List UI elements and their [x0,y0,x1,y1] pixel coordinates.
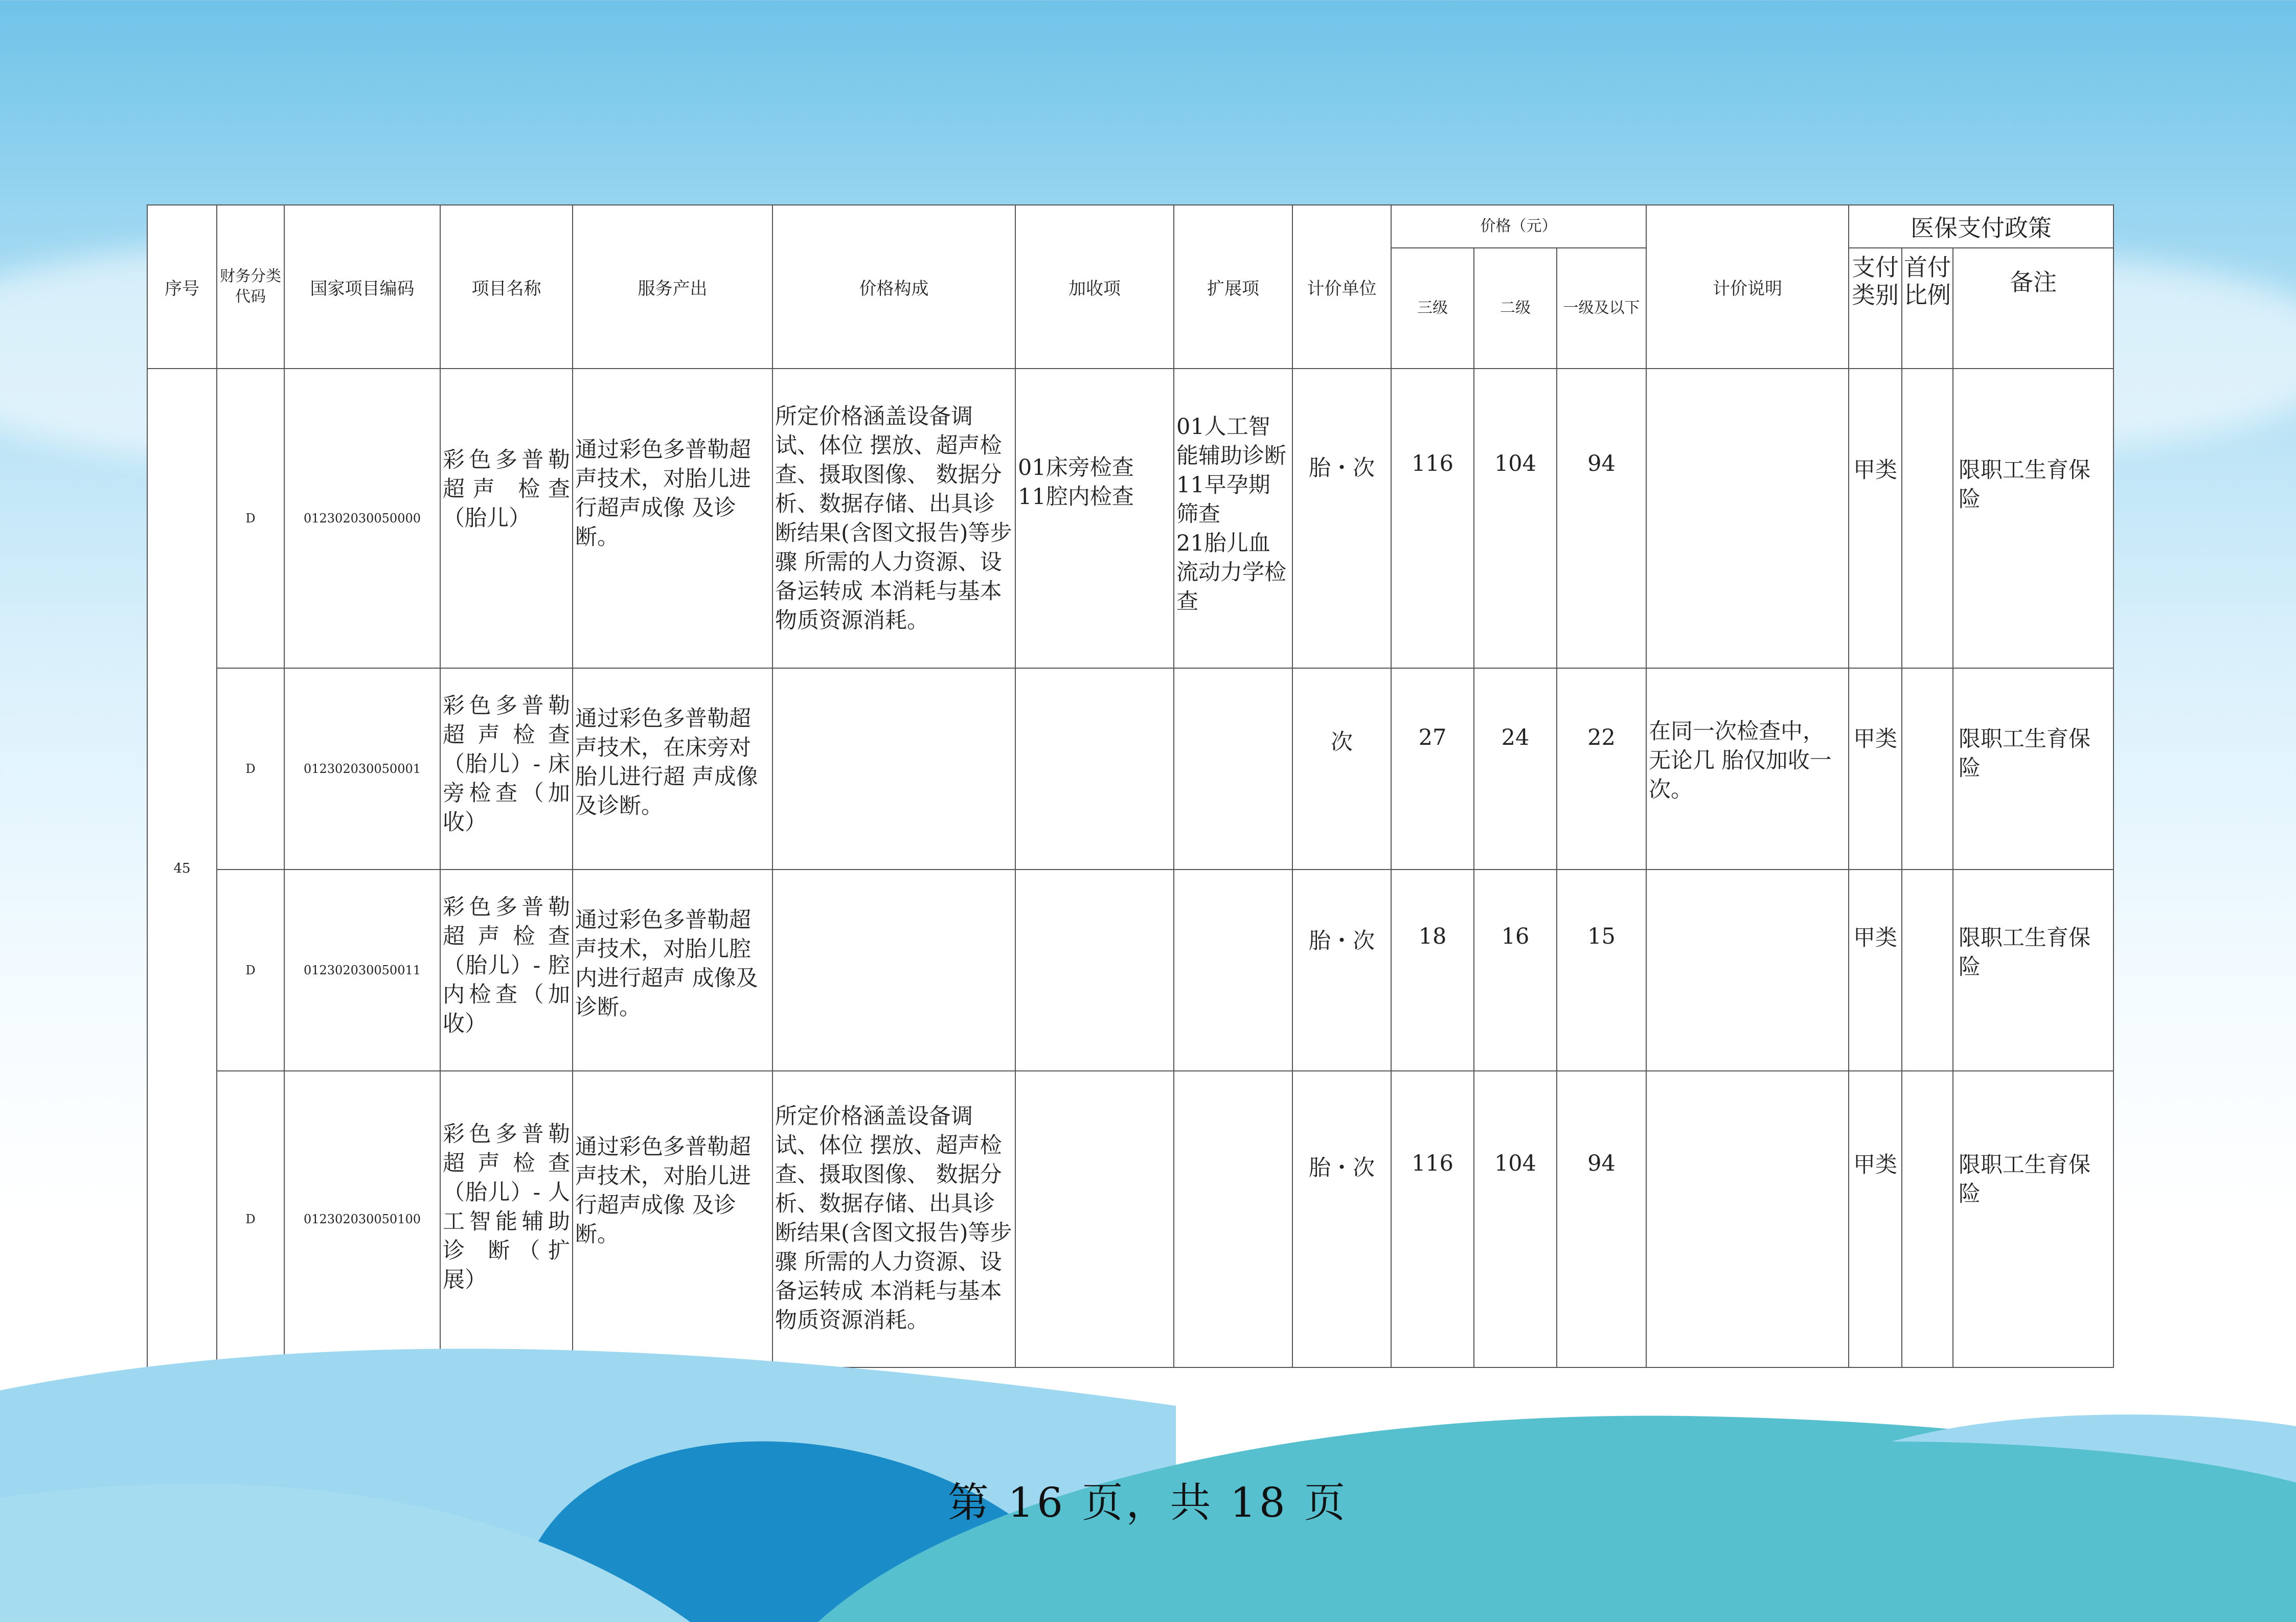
price-composition: 所定价格涵盖设备调试、体位 摆放、超声检查、摄取图像、 数据分析、数据存储、出具诊 断结果(含图文报告)等步骤 所需的人力资源、设备运转成 本消耗与基本物质资源消耗。 [772,1071,1015,1367]
seq-number: 45 [147,369,217,1367]
price-note: 在同一次检查中，无论几 胎仅加收一次。 [1646,668,1849,870]
header-fin-code: 财务分类代码 [217,205,284,369]
item-name: 彩色多普勒超声检查（胎儿）- 人工智能辅助诊 断（扩展） [440,1071,573,1367]
service-output: 通过彩色多普勒超声技术，对胎儿进行超声成像 及诊断。 [573,369,772,668]
fin-code: D [217,668,284,870]
price-level3: 27 [1391,668,1474,870]
remark: 限职工生育保险 [1953,870,2113,1071]
remark: 限职工生育保险 [1953,668,2113,870]
pay-type: 甲类 [1849,1071,1902,1367]
pay-type: 甲类 [1849,668,1902,870]
service-output: 通过彩色多普勒超声技术，在床旁对胎儿进行超 声成像及诊断。 [573,668,772,870]
header-nat-code: 国家项目编码 [284,205,440,369]
header-seq: 序号 [147,205,217,369]
price-composition [772,870,1015,1071]
service-output: 通过彩色多普勒超声技术，对胎儿进行超声成像 及诊断。 [573,1071,772,1367]
remark: 限职工生育保险 [1953,1071,2113,1367]
first-ratio [1902,369,1953,668]
price-composition [772,668,1015,870]
price-level3: 116 [1391,1071,1474,1367]
first-ratio [1902,1071,1953,1367]
pricing-unit: 次 [1292,668,1391,870]
first-ratio [1902,870,1953,1071]
pricing-unit: 胎・次 [1292,870,1391,1071]
fin-code: D [217,1071,284,1367]
header-level2: 二级 [1474,248,1557,369]
item-name: 彩色多普勒超声检查（胎儿）- 腔内检查（加收） [440,870,573,1071]
service-output: 通过彩色多普勒超声技术，对胎儿腔内进行超声 成像及诊断。 [573,870,772,1071]
pricing-unit: 胎・次 [1292,369,1391,668]
price-note [1646,1071,1849,1367]
header-ext: 扩展项 [1174,205,1292,369]
extension-items: 01人工智能辅助诊断 11早孕期筛查 21胎儿血流动力学检查 [1174,369,1292,668]
header-service: 服务产出 [573,205,772,369]
price-composition: 所定价格涵盖设备调试、体位 摆放、超声检查、摄取图像、 数据分析、数据存储、出具诊 断结果(含图文报告)等步骤 所需的人力资源、设备运转成 本消耗与基本物质资源消耗。 [772,369,1015,668]
addon-items: 01床旁检查 11腔内检查 [1015,369,1174,668]
header-pay-type: 支付类别 [1849,248,1902,369]
header-level1: 一级及以下 [1557,248,1646,369]
header-price-note: 计价说明 [1646,205,1849,369]
nat-code: 012302030050001 [284,668,440,870]
price-level2: 24 [1474,668,1557,870]
price-level2: 16 [1474,870,1557,1071]
addon-items [1015,870,1174,1071]
header-unit: 计价单位 [1292,205,1391,369]
first-ratio [1902,668,1953,870]
header-insurance: 医保支付政策 [1849,205,2113,248]
price-note [1646,369,1849,668]
table-row [147,1071,2113,1367]
price-level1: 15 [1557,870,1646,1071]
fin-code: D [217,870,284,1071]
addon-items [1015,668,1174,870]
extension-items [1174,668,1292,870]
item-name: 彩色多普勒超声 检查（胎儿） [440,369,573,668]
page-footer: 第 16 页，共 18 页 [947,1479,1349,1526]
nat-code: 012302030050100 [284,1071,440,1367]
extension-items [1174,1071,1292,1367]
price-level3: 116 [1391,369,1474,668]
price-level2: 104 [1474,1071,1557,1367]
header-price-comp: 价格构成 [772,205,1015,369]
header-level3: 三级 [1391,248,1474,369]
table-row [147,668,2113,870]
price-level1: 94 [1557,1071,1646,1367]
price-level2: 104 [1474,369,1557,668]
header-item-name: 项目名称 [440,205,573,369]
table-row [147,870,2113,1071]
addon-items [1015,1071,1174,1367]
nat-code: 012302030050011 [284,870,440,1071]
header-remark: 备注 [1953,248,2113,369]
price-note [1646,870,1849,1071]
price-level3: 18 [1391,870,1474,1071]
extension-items [1174,870,1292,1071]
header-price-group: 价格（元） [1391,205,1646,248]
nat-code: 012302030050000 [284,369,440,668]
fin-code: D [217,369,284,668]
price-level1: 94 [1557,369,1646,668]
pay-type: 甲类 [1849,870,1902,1071]
table-row [147,369,2113,668]
price-table [147,204,2114,1368]
header-first-ratio: 首付比例 [1902,248,1953,369]
item-name: 彩色多普勒超声检查（胎儿）- 床旁检查（加收） [440,668,573,870]
pay-type: 甲类 [1849,369,1902,668]
pricing-unit: 胎・次 [1292,1071,1391,1367]
header-addon: 加收项 [1015,205,1174,369]
price-level1: 22 [1557,668,1646,870]
remark: 限职工生育保险 [1953,369,2113,668]
